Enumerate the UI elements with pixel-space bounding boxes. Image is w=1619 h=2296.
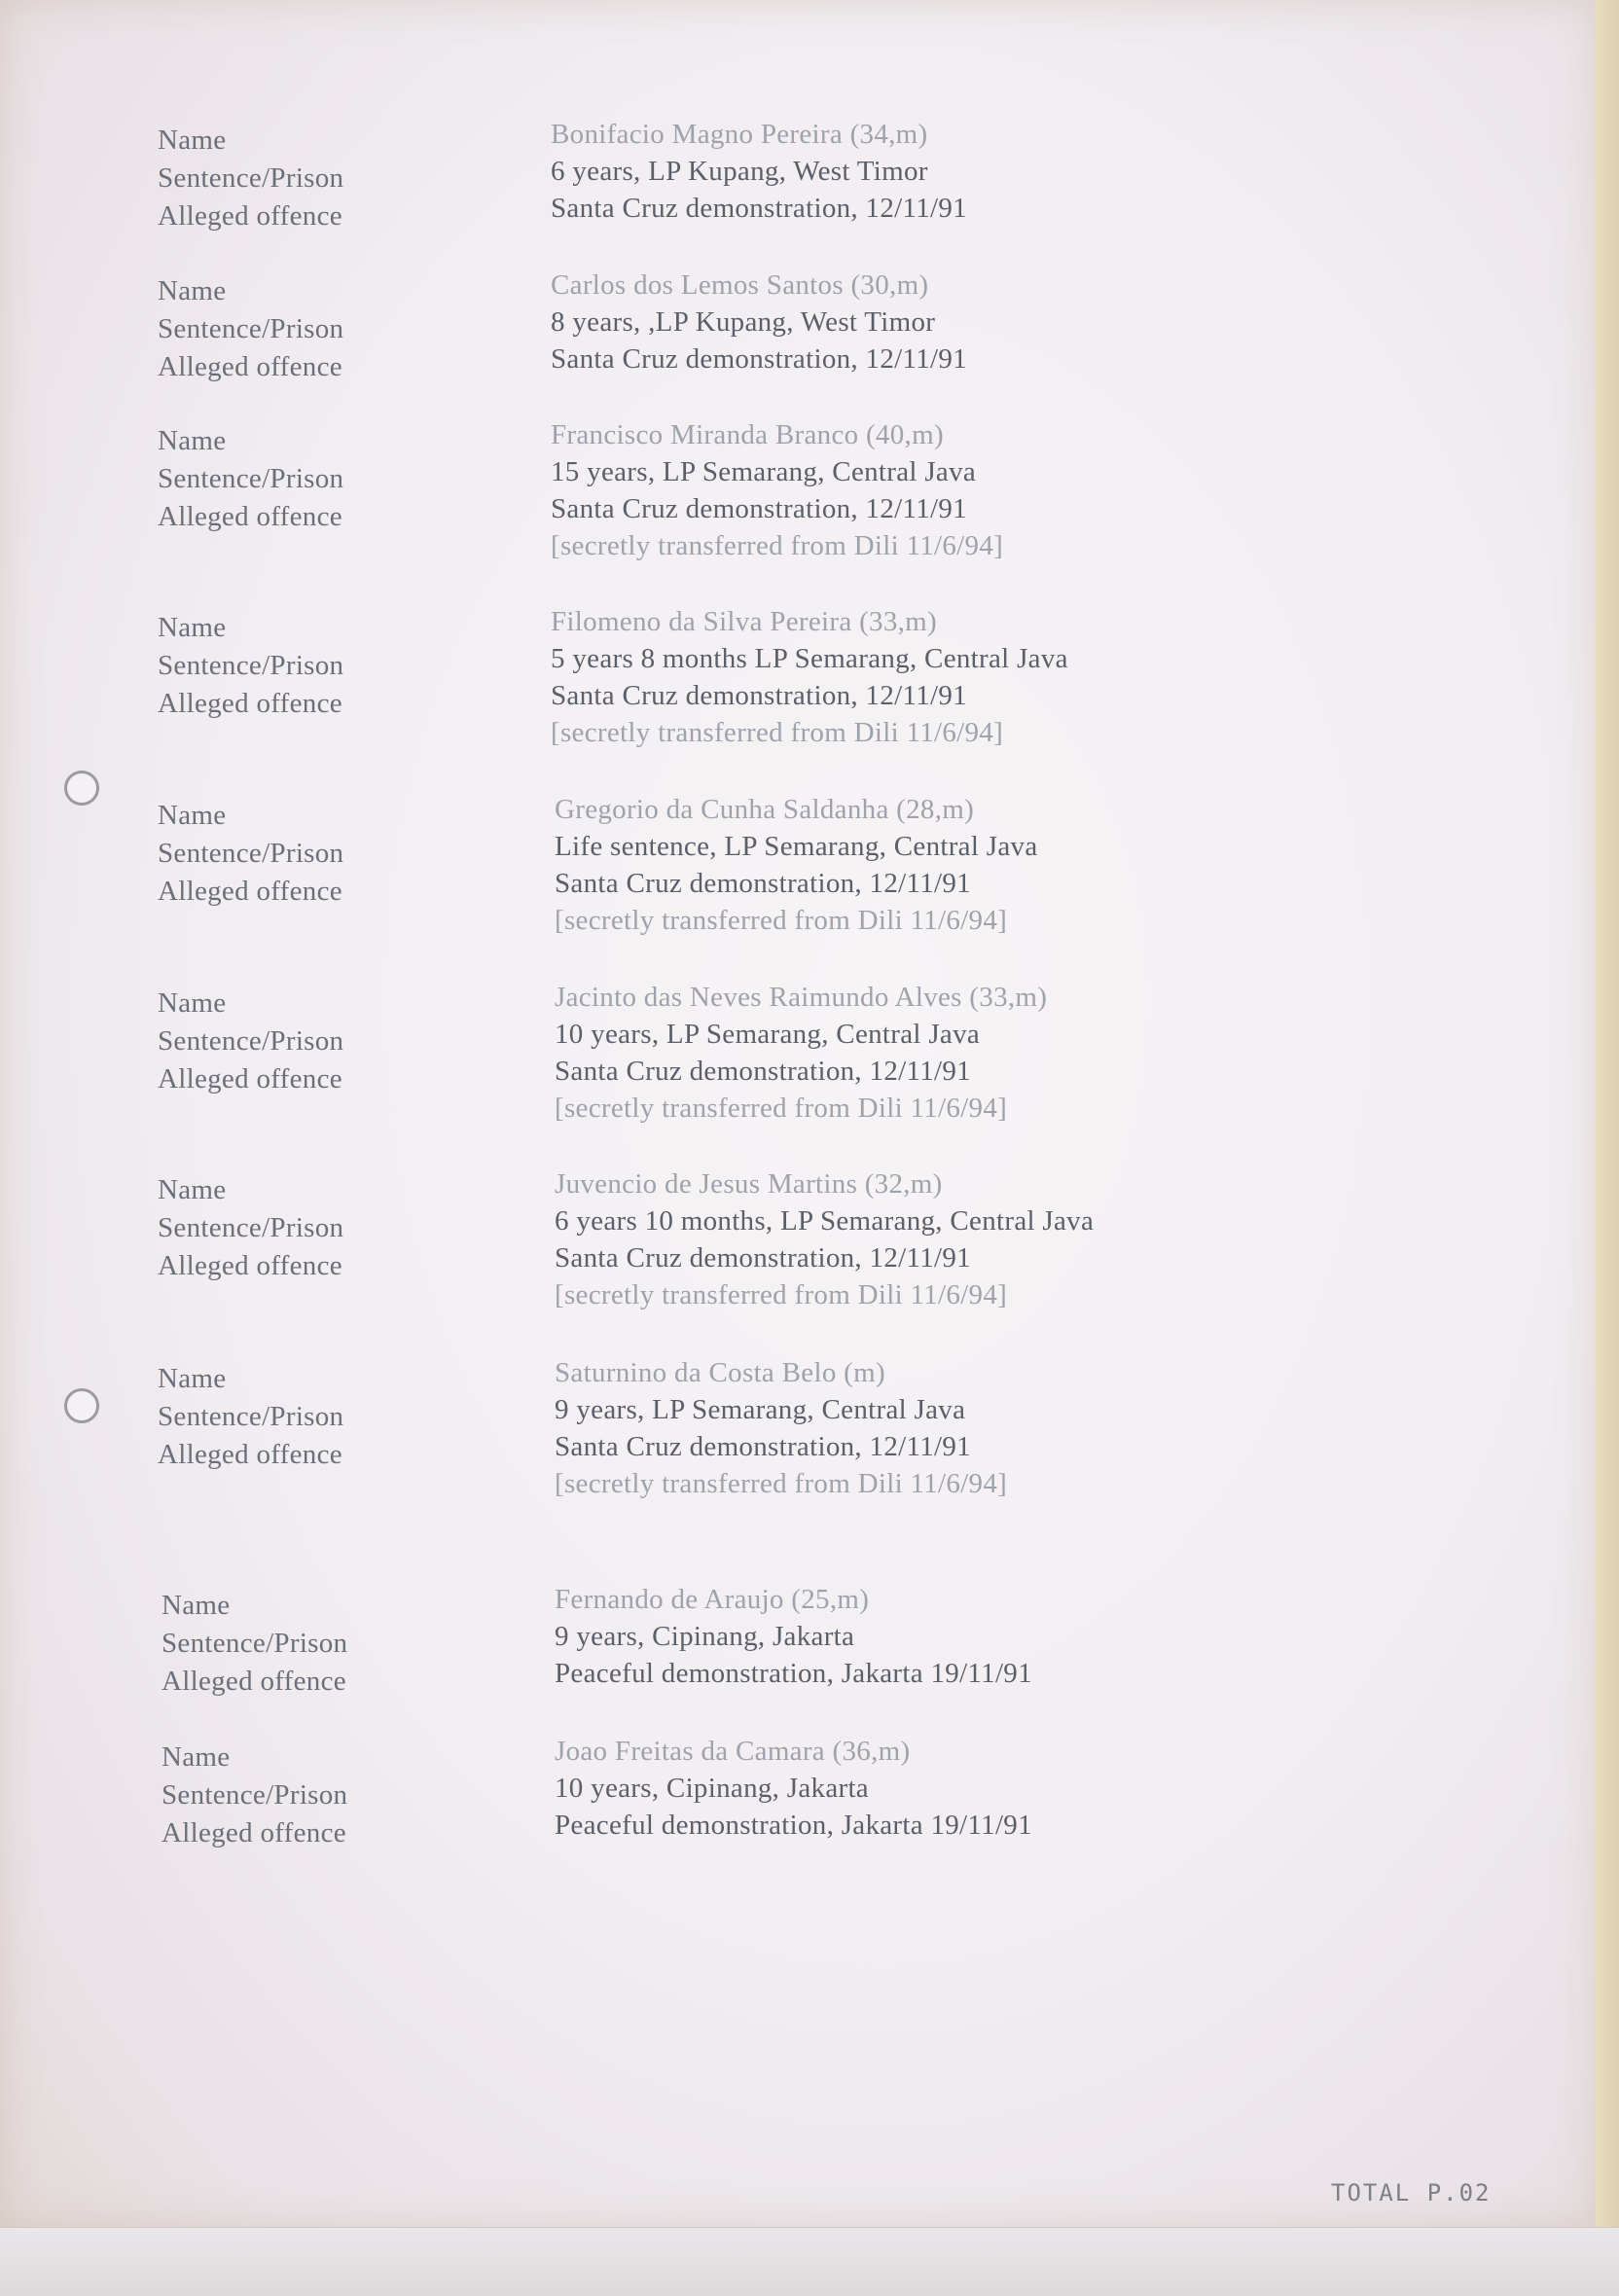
alleged-offence-value: Santa Cruz demonstration, 12/11/91 <box>555 868 971 899</box>
sentence-prison-value: 6 years 10 months, LP Semarang, Central Java <box>555 1205 1095 1237</box>
sentence-prison-label: Sentence/Prison <box>158 650 344 681</box>
prisoner-name-value: Joao Freitas da Camara (36,m) <box>555 1736 911 1767</box>
alleged-offence-value: Santa Cruz demonstration, 12/11/91 <box>551 493 967 524</box>
sentence-prison-label: Sentence/Prison <box>158 463 344 494</box>
alleged-offence-label: Alleged offence <box>158 1063 342 1094</box>
prisoner-name-value: Francisco Miranda Branco (40,m) <box>551 419 944 450</box>
sentence-prison-value: 10 years, Cipinang, Jakarta <box>555 1773 869 1804</box>
sentence-prison-value: 5 years 8 months LP Semarang, Central Java <box>551 643 1068 674</box>
alleged-offence-label: Alleged offence <box>158 501 342 532</box>
transfer-note: [secretly transferred from Dili 11/6/94] <box>551 717 1004 748</box>
name-label: Name <box>158 1174 227 1205</box>
alleged-offence-value: Santa Cruz demonstration, 12/11/91 <box>555 1431 971 1462</box>
sentence-prison-label: Sentence/Prison <box>158 1401 344 1432</box>
name-label: Name <box>158 987 227 1019</box>
transfer-note: [secretly transferred from Dili 11/6/94] <box>551 530 1004 561</box>
alleged-offence-value: Santa Cruz demonstration, 12/11/91 <box>555 1242 971 1274</box>
transfer-note: [secretly transferred from Dili 11/6/94] <box>555 905 1008 936</box>
name-label: Name <box>158 275 227 306</box>
sentence-prison-value: 15 years, LP Semarang, Central Java <box>551 456 977 487</box>
sentence-prison-value: Life sentence, LP Semarang, Central Java <box>555 831 1038 862</box>
prisoner-name-value: Juvencio de Jesus Martins (32,m) <box>555 1168 943 1200</box>
sentence-prison-label: Sentence/Prison <box>162 1779 348 1811</box>
sentence-prison-label: Sentence/Prison <box>158 838 344 869</box>
prisoner-name-value: Jacinto das Neves Raimundo Alves (33,m) <box>555 982 1048 1013</box>
alleged-offence-label: Alleged offence <box>162 1817 346 1848</box>
punch-hole <box>64 771 99 806</box>
alleged-offence-value: Peaceful demonstration, Jakarta 19/11/91 <box>555 1658 1032 1689</box>
name-label: Name <box>158 612 227 643</box>
punch-hole <box>64 1388 99 1423</box>
transfer-note: [secretly transferred from Dili 11/6/94] <box>555 1468 1008 1499</box>
alleged-offence-value: Santa Cruz demonstration, 12/11/91 <box>551 680 967 711</box>
alleged-offence-value: Santa Cruz demonstration, 12/11/91 <box>551 193 967 224</box>
alleged-offence-label: Alleged offence <box>158 1250 342 1281</box>
sentence-prison-value: 9 years, Cipinang, Jakarta <box>555 1621 855 1652</box>
alleged-offence-label: Alleged offence <box>158 688 342 719</box>
sentence-prison-label: Sentence/Prison <box>162 1628 348 1659</box>
prisoner-name-value: Filomeno da Silva Pereira (33,m) <box>551 606 937 637</box>
transfer-note: [secretly transferred from Dili 11/6/94] <box>555 1093 1008 1124</box>
name-label: Name <box>158 125 227 156</box>
fax-page-total: TOTAL P.02 <box>1331 2179 1492 2206</box>
alleged-offence-label: Alleged offence <box>162 1666 346 1697</box>
sentence-prison-value: 6 years, LP Kupang, West Timor <box>551 156 928 187</box>
page-bottom-edge <box>0 2227 1619 2296</box>
name-label: Name <box>162 1590 231 1621</box>
name-label: Name <box>162 1741 231 1773</box>
alleged-offence-label: Alleged offence <box>158 1439 342 1470</box>
sentence-prison-label: Sentence/Prison <box>158 1025 344 1057</box>
page-edge <box>1596 0 1619 2296</box>
prisoner-name-value: Gregorio da Cunha Saldanha (28,m) <box>555 794 975 825</box>
alleged-offence-value: Peaceful demonstration, Jakarta 19/11/91 <box>555 1810 1032 1841</box>
sentence-prison-label: Sentence/Prison <box>158 162 344 194</box>
name-label: Name <box>158 1363 227 1394</box>
alleged-offence-label: Alleged offence <box>158 876 342 907</box>
alleged-offence-value: Santa Cruz demonstration, 12/11/91 <box>555 1056 971 1087</box>
prisoner-name-value: Saturnino da Costa Belo (m) <box>555 1357 885 1388</box>
prisoner-name-value: Carlos dos Lemos Santos (30,m) <box>551 269 929 301</box>
prisoner-name-value: Fernando de Araujo (25,m) <box>555 1584 870 1615</box>
alleged-offence-value: Santa Cruz demonstration, 12/11/91 <box>551 343 967 375</box>
sentence-prison-value: 10 years, LP Semarang, Central Java <box>555 1019 981 1050</box>
alleged-offence-label: Alleged offence <box>158 351 342 382</box>
alleged-offence-label: Alleged offence <box>158 200 342 232</box>
sentence-prison-label: Sentence/Prison <box>158 313 344 344</box>
sentence-prison-label: Sentence/Prison <box>158 1212 344 1243</box>
name-label: Name <box>158 800 227 831</box>
transfer-note: [secretly transferred from Dili 11/6/94] <box>555 1279 1008 1310</box>
sentence-prison-value: 8 years, ,LP Kupang, West Timor <box>551 306 936 338</box>
name-label: Name <box>158 425 227 456</box>
sentence-prison-value: 9 years, LP Semarang, Central Java <box>555 1394 966 1425</box>
prisoner-name-value: Bonifacio Magno Pereira (34,m) <box>551 119 928 150</box>
